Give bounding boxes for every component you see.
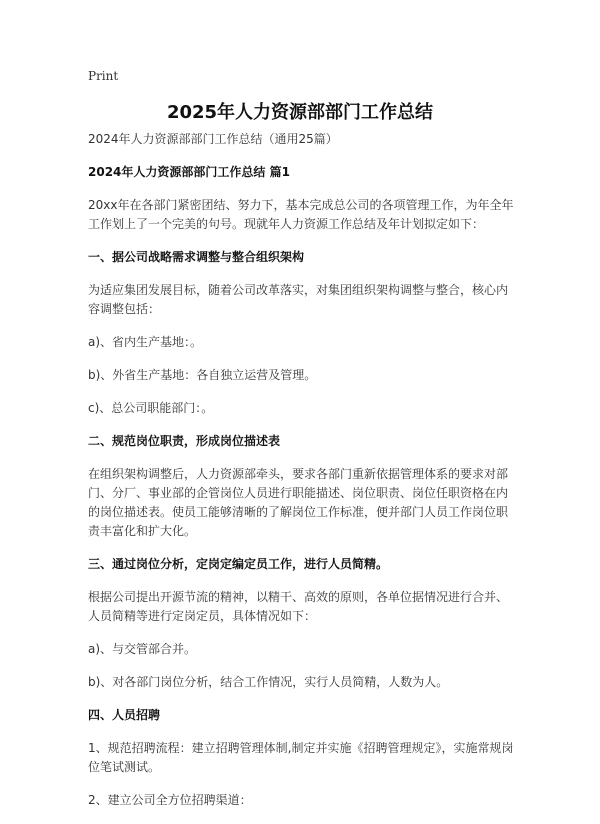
list-item: a)、省内生产基地：。 — [88, 335, 203, 349]
section-heading: 二、规范岗位职责，形成岗位描述表 — [88, 434, 281, 448]
article-heading: 2024年人力资源部部门工作总结 篇1 — [88, 165, 290, 179]
intro-paragraph: 20xx年在各部门紧密团结、努力下，基本完成总公司的各项管理工作，为年全年工作划上了一个完美的句号。现就年人力资源工作总结及年计划拟定如下： — [88, 198, 514, 231]
print-link[interactable]: Print — [88, 69, 119, 83]
list-item: 2、建立公司全方位招聘渠道： — [88, 793, 252, 807]
section-heading: 四、人员招聘 — [88, 708, 161, 722]
document-subtitle: 2024年人力资源部部门工作总结（通用25篇） — [88, 132, 338, 146]
list-item: b)、外省生产基地：各自独立运营及管理。 — [88, 368, 317, 382]
list-item: b)、对各部门岗位分析，结合工作情况，实行人员简精，人数为人。 — [88, 675, 449, 689]
paragraph: 在组织架构调整后，人力资源部牵头，要求各部门重新依据管理体系的要求对部门、分厂、事业部的企管岗位人员进行职能描述、岗位职责、岗位任职资格在内的岗位描述表。使员工能够清晰的了解岗位工作标准，便并部门人员工作岗位职责丰富化和扩大化。 — [88, 467, 509, 538]
list-item: a)、与交管部合并。 — [88, 642, 197, 656]
section-heading: 三、通过岗位分析，定岗定编定员工作，进行人员简精。 — [88, 557, 389, 571]
section-heading: 一、据公司战略需求调整与整合组织架构 — [88, 250, 305, 264]
page-title: 2025年人力资源部部门工作总结 — [166, 102, 434, 123]
list-item: c)、总公司职能部门：。 — [88, 401, 214, 415]
paragraph: 根据公司提出开源节流的精神，以精干、高效的原则，各单位据情况进行合并、人员简精等进行定岗定员，具体情况如下： — [88, 590, 509, 623]
document-body — [88, 130, 518, 824]
paragraph: 为适应集团发展目标，随着公司改革落实，对集团组织架构调整与整合，核心内容调整包括： — [88, 283, 509, 316]
list-item: 1、规范招聘流程：建立招聘管理体制,制定并实施《招聘管理规定》，实施常规岗位笔试测试。 — [88, 741, 514, 774]
